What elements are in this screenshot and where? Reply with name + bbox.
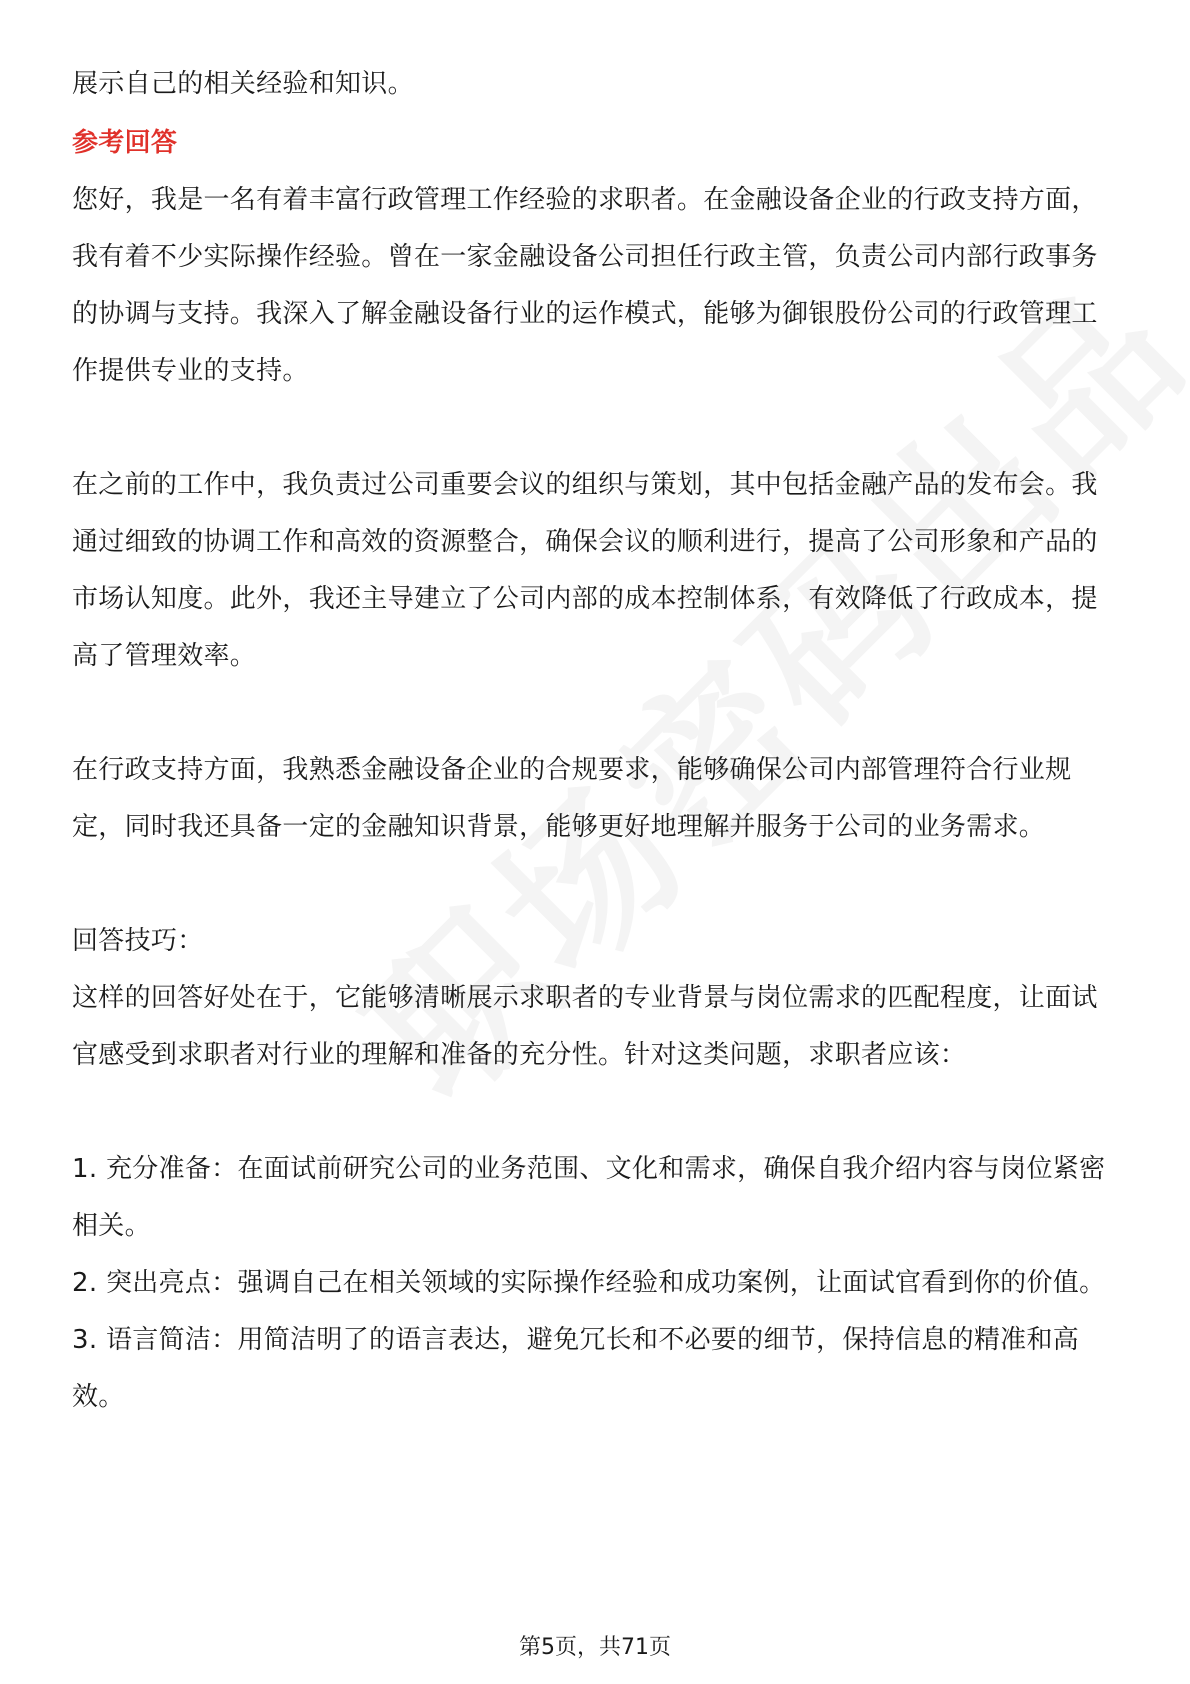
answer-paragraph-1: 您好，我是一名有着丰富行政管理工作经验的求职者。在金融设备企业的行政支持方面，我有着不少实际操作经验。曾在一家金融设备公司担任行政主管，负责公司内部行政事务的协调与支持。我深入了解金融设备行业的运作模式，能够为御银股份公司的行政管理工作提供专业的支持。 bbox=[72, 185, 1098, 386]
paragraph-gap bbox=[72, 400, 1118, 457]
tip-item-3: 3. 语言简洁：用简洁明了的语言表达，避免冗长和不必要的细节，保持信息的精准和高效。 bbox=[72, 1325, 1080, 1412]
page-content bbox=[72, 56, 1118, 1426]
intro-tail-paragraph: 展示自己的相关经验和知识。 bbox=[72, 69, 414, 99]
tips-intro-paragraph: 这样的回答好处在于，它能够清晰展示求职者的专业背景与岗位需求的匹配程度，让面试官感受到求职者对行业的理解和准备的充分性。针对这类问题，求职者应该： bbox=[72, 983, 1098, 1070]
tip-item-2: 2. 突出亮点：强调自己在相关领域的实际操作经验和成功案例，让面试官看到你的价值。 bbox=[72, 1268, 1106, 1298]
answer-paragraph-3: 在行政支持方面，我熟悉金融设备企业的合规要求，能够确保公司内部管理符合行业规定，同时我还具备一定的金融知识背景，能够更好地理解并服务于公司的业务需求。 bbox=[72, 755, 1072, 842]
reference-answer-heading: 参考回答 bbox=[72, 128, 178, 158]
paragraph-gap bbox=[72, 1084, 1118, 1141]
tip-item-1: 1. 充分准备：在面试前研究公司的业务范围、文化和需求，确保自我介绍内容与岗位紧密相关。 bbox=[72, 1154, 1106, 1241]
paragraph-gap bbox=[72, 685, 1118, 742]
paragraph-gap bbox=[72, 856, 1118, 913]
page-indicator: 第5页，共71页 bbox=[519, 1635, 671, 1660]
answer-paragraph-2: 在之前的工作中，我负责过公司重要会议的组织与策划，其中包括金融产品的发布会。我通过细致的协调工作和高效的资源整合，确保会议的顺利进行，提高了公司形象和产品的市场认知度。此外，我还主导建立了公司内部的成本控制体系，有效降低了行政成本，提高了管理效率。 bbox=[72, 470, 1098, 671]
tips-heading: 回答技巧： bbox=[72, 926, 204, 956]
